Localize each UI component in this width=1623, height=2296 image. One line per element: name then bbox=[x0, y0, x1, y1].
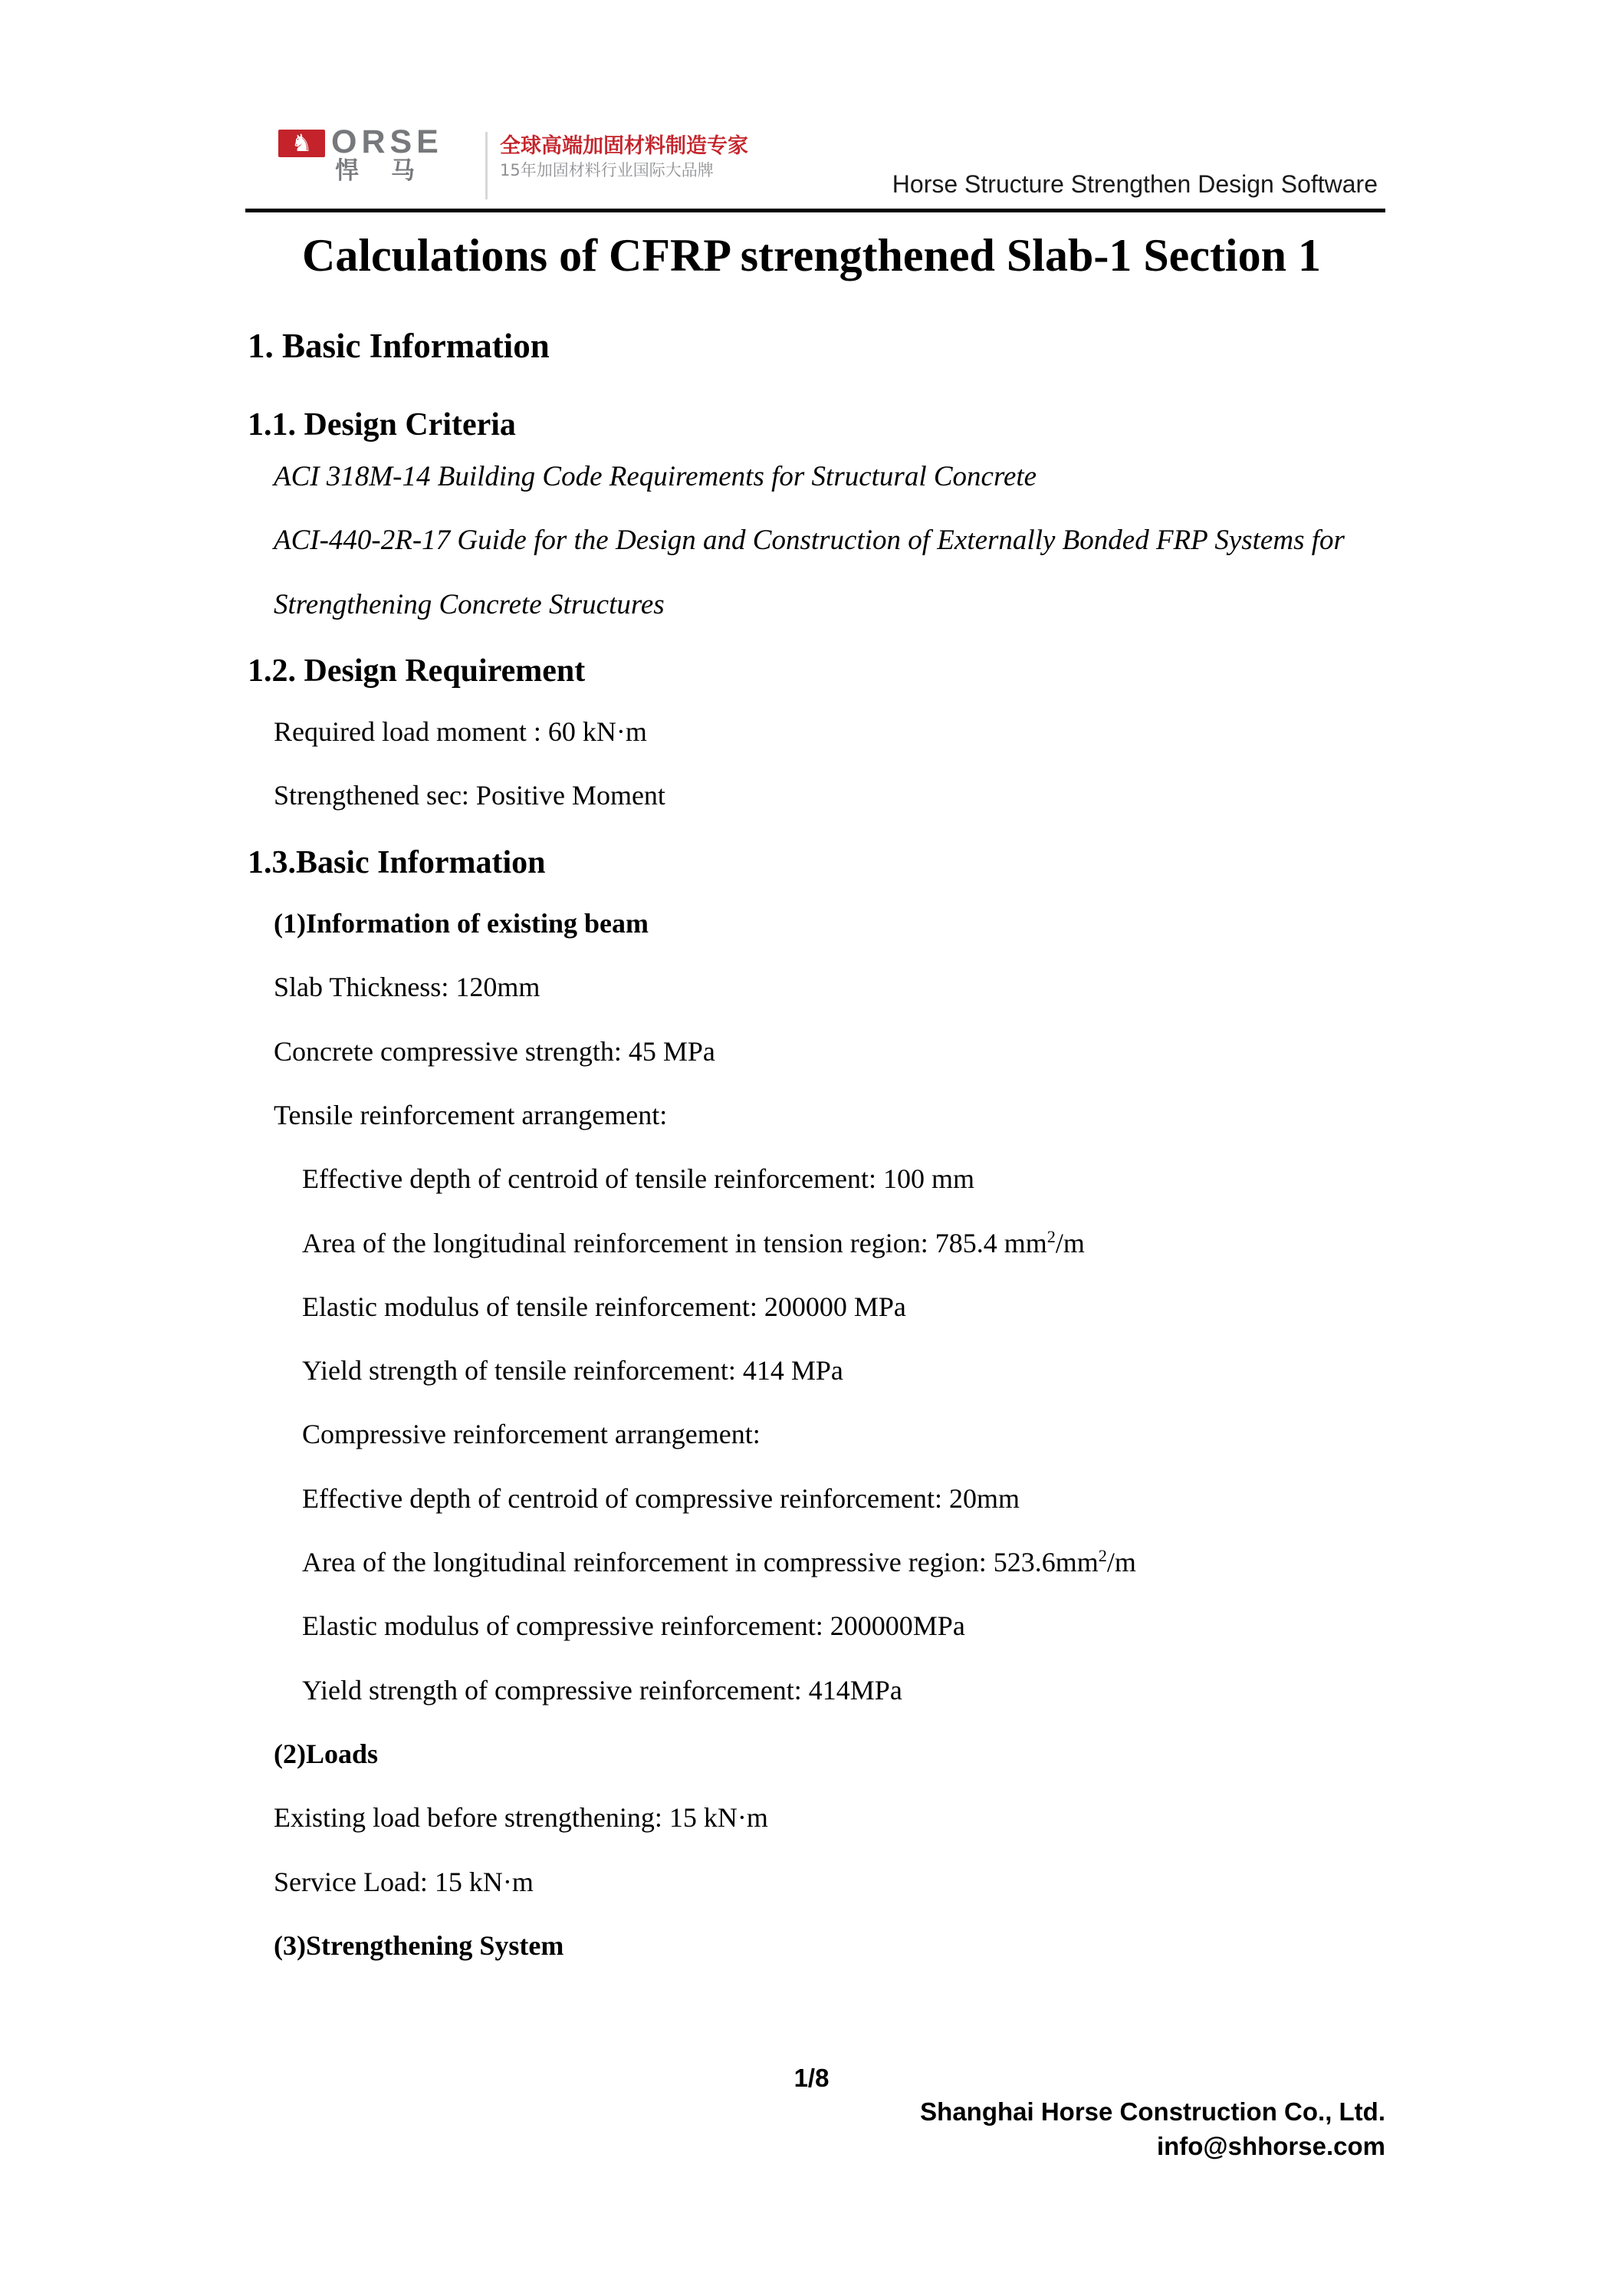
doc-line-8: (1)Information of existing beam bbox=[274, 908, 649, 939]
doc-line-4: 1.2. Design Requirement bbox=[248, 653, 586, 689]
doc-line-3: Strengthening Concrete Structures bbox=[274, 588, 665, 620]
doc-line-16: Compressive reinforcement arrangement: bbox=[302, 1419, 761, 1450]
doc-line-13 bbox=[0, 1226, 1623, 1293]
doc-line-12: Effective depth of centroid of tensile reinforcement: 100 mm bbox=[302, 1163, 975, 1195]
footer-email: info@shhorse.com bbox=[1156, 2132, 1385, 2160]
doc-line-19: Elastic modulus of compressive reinforcement: 200000MPa bbox=[302, 1610, 965, 1642]
doc-line-20: Yield strength of compressive reinforcement: 414MPa bbox=[302, 1674, 902, 1706]
document-title: Calculations of CFRP strengthened Slab-1 Section 1 bbox=[302, 230, 1321, 281]
doc-line-7: 1.3.Basic Information bbox=[248, 844, 546, 880]
brand-subtitle: 15年加固材料行业国际大品牌 bbox=[500, 161, 714, 179]
doc-line-9: Slab Thickness: 120mm bbox=[274, 972, 540, 1003]
text-segment: Area of the longitudinal reinforcement in compressive region: 523.6mm bbox=[302, 1547, 1099, 1578]
text-segment: Area of the longitudinal reinforcement in tension region: 785.4 mm bbox=[302, 1227, 1047, 1258]
doc-line-11: Tensile reinforcement arrangement: bbox=[274, 1099, 668, 1130]
document-body bbox=[0, 462, 1623, 1995]
superscript: 2 bbox=[1098, 1546, 1107, 1566]
doc-line-24: (3)Strengthening System bbox=[274, 1929, 564, 1961]
brand-tagline: 全球高端加固材料制造专家 bbox=[500, 134, 748, 158]
doc-line-23: Service Load: 15 kN·m bbox=[274, 1866, 534, 1897]
brand-wordmark: ORSE bbox=[331, 123, 443, 160]
text-segment: /m bbox=[1106, 1547, 1136, 1578]
brand-chinese-name: 悍马 bbox=[335, 157, 447, 185]
doc-line-1: ACI 318M-14 Building Code Requirements for Structural Concrete bbox=[274, 461, 1037, 492]
heading-basic-information: 1. Basic Information bbox=[248, 327, 550, 365]
doc-line-10: Concrete compressive strength: 45 MPa bbox=[274, 1035, 715, 1067]
text-segment: /m bbox=[1055, 1227, 1085, 1258]
doc-line-15: Yield strength of tensile reinforcement: 414 MPa bbox=[302, 1355, 843, 1386]
heading-design-criteria: 1.1. Design Criteria bbox=[248, 407, 516, 442]
doc-line-17: Effective depth of centroid of compressive reinforcement: 20mm bbox=[302, 1482, 1020, 1514]
doc-line-2: ACI-440-2R-17 Guide for the Design and Construction of Externally Bonded FRP Systems for bbox=[274, 525, 1345, 557]
superscript: 2 bbox=[1046, 1226, 1056, 1246]
doc-line-5: Required load moment : 60 kN·m bbox=[274, 716, 647, 748]
doc-line-14: Elastic modulus of tensile reinforcement: 200000 MPa bbox=[302, 1291, 906, 1322]
header-rule bbox=[245, 209, 1385, 212]
software-name: Horse Structure Strengthen Design Software bbox=[892, 170, 1378, 198]
footer-company: Shanghai Horse Construction Co., Ltd. bbox=[920, 2097, 1385, 2126]
doc-line-6: Strengthened sec: Positive Moment bbox=[274, 780, 665, 811]
doc-line-21: (2)Loads bbox=[274, 1738, 379, 1769]
doc-line-18 bbox=[0, 1548, 1623, 1612]
horse-head-icon: ♞ bbox=[291, 129, 313, 157]
page-number: 1/8 bbox=[793, 2064, 830, 2092]
horse-logo bbox=[278, 130, 325, 157]
logo-divider bbox=[485, 132, 488, 199]
doc-line-22: Existing load before strengthening: 15 kN·m bbox=[274, 1802, 768, 1834]
